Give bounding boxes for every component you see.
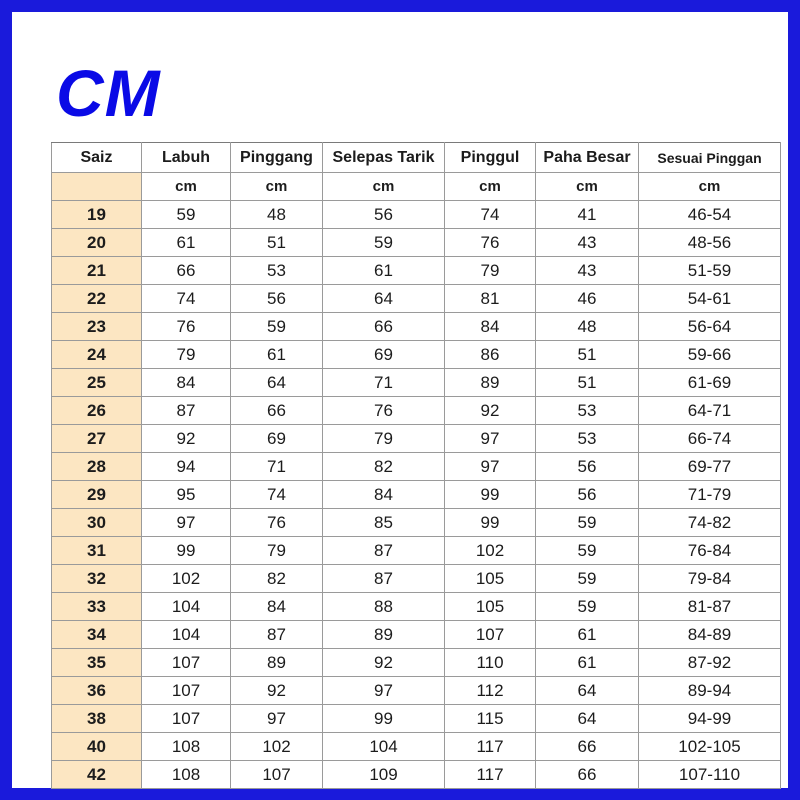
table-row xyxy=(52,285,781,313)
saiz-cell: 38 xyxy=(52,705,142,733)
pinggul-cell: 117 xyxy=(445,761,536,789)
sesuai-pinggan-cell: 71-79 xyxy=(639,481,781,509)
labuh-cell: 108 xyxy=(142,733,231,761)
selepas-tarik-cell: 82 xyxy=(323,453,445,481)
header-selepas-tarik: Selepas Tarik xyxy=(323,143,445,173)
sesuai-pinggan-cell: 79-84 xyxy=(639,565,781,593)
selepas-tarik-cell: 87 xyxy=(323,537,445,565)
pinggul-cell: 110 xyxy=(445,649,536,677)
table-row xyxy=(52,621,781,649)
saiz-cell: 19 xyxy=(52,201,142,229)
paha-besar-cell: 59 xyxy=(536,537,639,565)
labuh-cell: 59 xyxy=(142,201,231,229)
labuh-cell: 102 xyxy=(142,565,231,593)
header-paha-besar: Paha Besar xyxy=(536,143,639,173)
unit-cell: cm xyxy=(445,173,536,201)
sesuai-pinggan-cell: 46-54 xyxy=(639,201,781,229)
pinggul-cell: 76 xyxy=(445,229,536,257)
sesuai-pinggan-cell: 74-82 xyxy=(639,509,781,537)
pinggang-cell: 53 xyxy=(231,257,323,285)
paha-besar-cell: 48 xyxy=(536,313,639,341)
pinggang-cell: 69 xyxy=(231,425,323,453)
selepas-tarik-cell: 76 xyxy=(323,397,445,425)
paha-besar-cell: 43 xyxy=(536,229,639,257)
saiz-cell: 30 xyxy=(52,509,142,537)
pinggang-cell: 48 xyxy=(231,201,323,229)
selepas-tarik-cell: 85 xyxy=(323,509,445,537)
labuh-cell: 92 xyxy=(142,425,231,453)
labuh-cell: 99 xyxy=(142,537,231,565)
paha-besar-cell: 66 xyxy=(536,733,639,761)
selepas-tarik-cell: 71 xyxy=(323,369,445,397)
saiz-cell: 33 xyxy=(52,593,142,621)
saiz-cell: 23 xyxy=(52,313,142,341)
paha-besar-cell: 59 xyxy=(536,593,639,621)
pinggul-cell: 102 xyxy=(445,537,536,565)
table-row xyxy=(52,677,781,705)
sesuai-pinggan-cell: 64-71 xyxy=(639,397,781,425)
labuh-cell: 61 xyxy=(142,229,231,257)
table-row xyxy=(52,341,781,369)
table-row xyxy=(52,509,781,537)
unit-cell: cm xyxy=(639,173,781,201)
labuh-cell: 97 xyxy=(142,509,231,537)
labuh-cell: 107 xyxy=(142,705,231,733)
header-sesuai-pinggan: Sesuai Pinggan xyxy=(639,143,781,173)
sesuai-pinggan-cell: 94-99 xyxy=(639,705,781,733)
saiz-cell: 31 xyxy=(52,537,142,565)
selepas-tarik-cell: 59 xyxy=(323,229,445,257)
pinggang-cell: 51 xyxy=(231,229,323,257)
table-row xyxy=(52,425,781,453)
table-row xyxy=(52,453,781,481)
selepas-tarik-cell: 66 xyxy=(323,313,445,341)
unit-cell: cm xyxy=(323,173,445,201)
pinggang-cell: 102 xyxy=(231,733,323,761)
labuh-cell: 87 xyxy=(142,397,231,425)
pinggul-cell: 117 xyxy=(445,733,536,761)
paha-besar-cell: 51 xyxy=(536,369,639,397)
size-chart-table xyxy=(51,142,781,789)
pinggang-cell: 82 xyxy=(231,565,323,593)
saiz-cell: 26 xyxy=(52,397,142,425)
paha-besar-cell: 59 xyxy=(536,509,639,537)
selepas-tarik-cell: 61 xyxy=(323,257,445,285)
table-row xyxy=(52,649,781,677)
saiz-cell: 24 xyxy=(52,341,142,369)
table-row xyxy=(52,313,781,341)
header-row xyxy=(52,143,781,173)
pinggul-cell: 105 xyxy=(445,593,536,621)
saiz-cell: 36 xyxy=(52,677,142,705)
sesuai-pinggan-cell: 54-61 xyxy=(639,285,781,313)
paha-besar-cell: 61 xyxy=(536,621,639,649)
selepas-tarik-cell: 56 xyxy=(323,201,445,229)
table-row xyxy=(52,537,781,565)
table-row xyxy=(52,201,781,229)
header-saiz: Saiz xyxy=(52,143,142,173)
labuh-cell: 104 xyxy=(142,621,231,649)
sesuai-pinggan-cell: 87-92 xyxy=(639,649,781,677)
pinggang-cell: 64 xyxy=(231,369,323,397)
sesuai-pinggan-cell: 69-77 xyxy=(639,453,781,481)
pinggul-cell: 81 xyxy=(445,285,536,313)
table-row xyxy=(52,481,781,509)
sesuai-pinggan-cell: 102-105 xyxy=(639,733,781,761)
selepas-tarik-cell: 92 xyxy=(323,649,445,677)
sesuai-pinggan-cell: 66-74 xyxy=(639,425,781,453)
pinggang-cell: 87 xyxy=(231,621,323,649)
labuh-cell: 66 xyxy=(142,257,231,285)
pinggul-cell: 97 xyxy=(445,453,536,481)
labuh-cell: 74 xyxy=(142,285,231,313)
sesuai-pinggan-cell: 56-64 xyxy=(639,313,781,341)
table-row xyxy=(52,369,781,397)
pinggul-cell: 99 xyxy=(445,509,536,537)
pinggang-cell: 79 xyxy=(231,537,323,565)
saiz-cell: 32 xyxy=(52,565,142,593)
labuh-cell: 104 xyxy=(142,593,231,621)
table-row xyxy=(52,593,781,621)
paha-besar-cell: 59 xyxy=(536,565,639,593)
saiz-cell: 27 xyxy=(52,425,142,453)
selepas-tarik-cell: 109 xyxy=(323,761,445,789)
selepas-tarik-cell: 88 xyxy=(323,593,445,621)
pinggul-cell: 92 xyxy=(445,397,536,425)
pinggang-cell: 56 xyxy=(231,285,323,313)
pinggang-cell: 107 xyxy=(231,761,323,789)
sesuai-pinggan-cell: 84-89 xyxy=(639,621,781,649)
pinggang-cell: 89 xyxy=(231,649,323,677)
pinggang-cell: 97 xyxy=(231,705,323,733)
paha-besar-cell: 41 xyxy=(536,201,639,229)
table-row xyxy=(52,565,781,593)
paha-besar-cell: 51 xyxy=(536,341,639,369)
pinggul-cell: 112 xyxy=(445,677,536,705)
pinggul-cell: 105 xyxy=(445,565,536,593)
saiz-cell: 22 xyxy=(52,285,142,313)
sesuai-pinggan-cell: 48-56 xyxy=(639,229,781,257)
pinggang-cell: 84 xyxy=(231,593,323,621)
pinggang-cell: 74 xyxy=(231,481,323,509)
selepas-tarik-cell: 64 xyxy=(323,285,445,313)
pinggang-cell: 71 xyxy=(231,453,323,481)
header-labuh: Labuh xyxy=(142,143,231,173)
pinggang-cell: 61 xyxy=(231,341,323,369)
sesuai-pinggan-cell: 61-69 xyxy=(639,369,781,397)
paha-besar-cell: 56 xyxy=(536,453,639,481)
labuh-cell: 94 xyxy=(142,453,231,481)
unit-cell: cm xyxy=(536,173,639,201)
table-row xyxy=(52,229,781,257)
saiz-cell: 34 xyxy=(52,621,142,649)
units-row xyxy=(52,173,781,201)
table-row xyxy=(52,257,781,285)
sesuai-pinggan-cell: 89-94 xyxy=(639,677,781,705)
unit-cell xyxy=(52,173,142,201)
paha-besar-cell: 46 xyxy=(536,285,639,313)
saiz-cell: 29 xyxy=(52,481,142,509)
labuh-cell: 108 xyxy=(142,761,231,789)
selepas-tarik-cell: 89 xyxy=(323,621,445,649)
sesuai-pinggan-cell: 51-59 xyxy=(639,257,781,285)
labuh-cell: 84 xyxy=(142,369,231,397)
paha-besar-cell: 66 xyxy=(536,761,639,789)
saiz-cell: 20 xyxy=(52,229,142,257)
pinggul-cell: 107 xyxy=(445,621,536,649)
paha-besar-cell: 56 xyxy=(536,481,639,509)
saiz-cell: 40 xyxy=(52,733,142,761)
table-row xyxy=(52,397,781,425)
pinggul-cell: 86 xyxy=(445,341,536,369)
pinggul-cell: 97 xyxy=(445,425,536,453)
selepas-tarik-cell: 97 xyxy=(323,677,445,705)
sesuai-pinggan-cell: 76-84 xyxy=(639,537,781,565)
table-row xyxy=(52,733,781,761)
header-pinggul: Pinggul xyxy=(445,143,536,173)
saiz-cell: 42 xyxy=(52,761,142,789)
pinggul-cell: 89 xyxy=(445,369,536,397)
unit-cell: cm xyxy=(231,173,323,201)
pinggul-cell: 79 xyxy=(445,257,536,285)
paha-besar-cell: 53 xyxy=(536,425,639,453)
unit-cell: cm xyxy=(142,173,231,201)
selepas-tarik-cell: 99 xyxy=(323,705,445,733)
labuh-cell: 107 xyxy=(142,649,231,677)
sesuai-pinggan-cell: 59-66 xyxy=(639,341,781,369)
paha-besar-cell: 64 xyxy=(536,705,639,733)
selepas-tarik-cell: 87 xyxy=(323,565,445,593)
pinggang-cell: 92 xyxy=(231,677,323,705)
selepas-tarik-cell: 79 xyxy=(323,425,445,453)
saiz-cell: 25 xyxy=(52,369,142,397)
pinggang-cell: 59 xyxy=(231,313,323,341)
pinggang-cell: 66 xyxy=(231,397,323,425)
pinggul-cell: 99 xyxy=(445,481,536,509)
pinggul-cell: 74 xyxy=(445,201,536,229)
selepas-tarik-cell: 69 xyxy=(323,341,445,369)
paha-besar-cell: 64 xyxy=(536,677,639,705)
header-pinggang: Pinggang xyxy=(231,143,323,173)
paha-besar-cell: 53 xyxy=(536,397,639,425)
paha-besar-cell: 61 xyxy=(536,649,639,677)
pinggul-cell: 115 xyxy=(445,705,536,733)
pinggul-cell: 84 xyxy=(445,313,536,341)
page-title: CM xyxy=(56,56,161,130)
table-row xyxy=(52,761,781,789)
selepas-tarik-cell: 104 xyxy=(323,733,445,761)
table-row xyxy=(52,705,781,733)
labuh-cell: 76 xyxy=(142,313,231,341)
paha-besar-cell: 43 xyxy=(536,257,639,285)
labuh-cell: 95 xyxy=(142,481,231,509)
selepas-tarik-cell: 84 xyxy=(323,481,445,509)
saiz-cell: 21 xyxy=(52,257,142,285)
labuh-cell: 107 xyxy=(142,677,231,705)
sesuai-pinggan-cell: 81-87 xyxy=(639,593,781,621)
sesuai-pinggan-cell: 107-110 xyxy=(639,761,781,789)
labuh-cell: 79 xyxy=(142,341,231,369)
saiz-cell: 35 xyxy=(52,649,142,677)
saiz-cell: 28 xyxy=(52,453,142,481)
pinggang-cell: 76 xyxy=(231,509,323,537)
